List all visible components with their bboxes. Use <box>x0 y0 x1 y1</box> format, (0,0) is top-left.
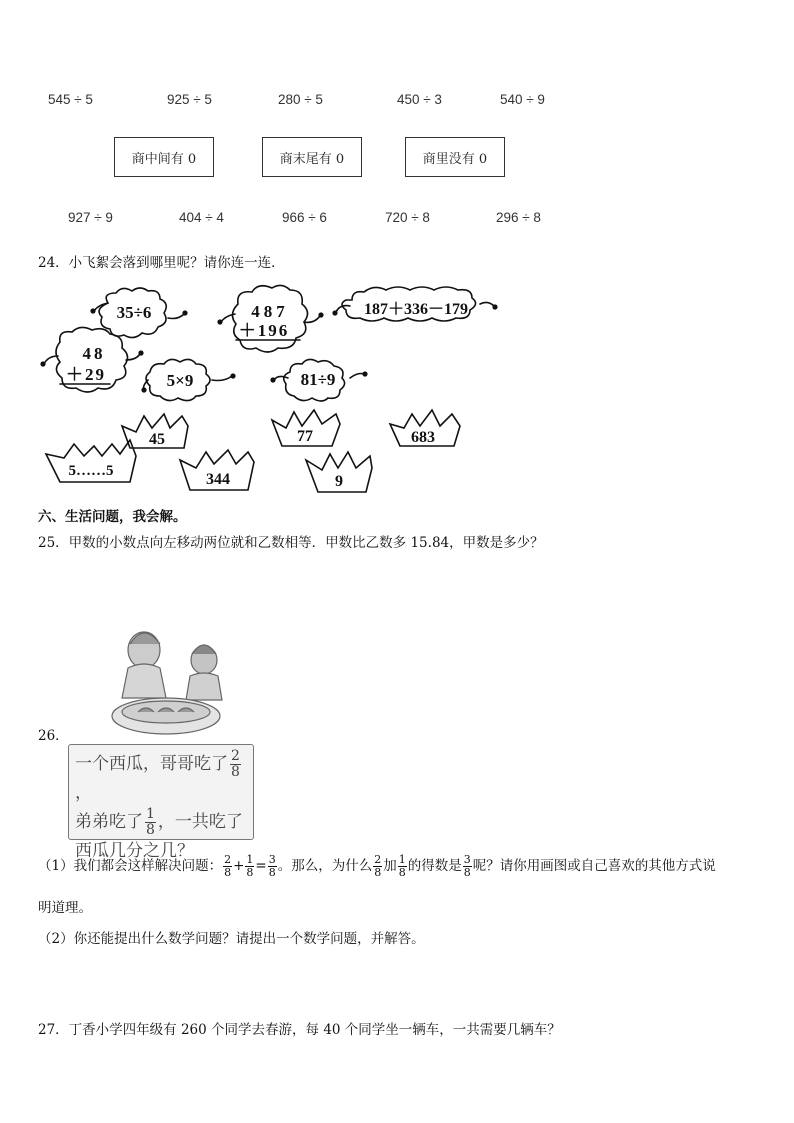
puff-b-top: 487 <box>251 302 289 321</box>
card-line-1-text: 一个西瓜，哥哥吃了 <box>75 754 228 774</box>
category-box-no-zero[interactable]: 商里没有 0 <box>405 137 505 177</box>
kids-watermelon-illustration <box>108 620 228 738</box>
puff-e-tail-right <box>212 376 232 381</box>
grass-label-344: 344 <box>206 471 230 488</box>
q26-part1: （1）我们都会这样解决问题： $\frac{2}{8}$ + $\frac{1}{8}$ = $\frac{3}{8}$ 。那么，为什么 $\frac{2}{8}$ 加 $\frac{1}{8}$ 的得数是 $\frac{3}{8}$ 呢？请你用画图或自己喜欢的其他方式说 <box>38 853 716 879</box>
q26-problem-card <box>68 744 254 861</box>
puff-f-tail-left <box>274 376 288 380</box>
dandelion-illustration <box>0 280 560 500</box>
puff-b-bottom: ＋196 <box>238 321 290 340</box>
card-line-2 <box>75 807 247 838</box>
grass-label-45: 45 <box>149 431 165 448</box>
grass-label-9: 9 <box>335 473 343 490</box>
puff-c-tail-left <box>336 306 350 312</box>
q27-text: 27．丁香小学四年级有 260 个同学去春游，每 40 个同学坐一辆车，一共需要几辆车？ <box>38 1022 561 1038</box>
top-expr-4: 450 ÷ 3 <box>397 92 442 107</box>
puff-f-label: 81÷9 <box>300 370 336 389</box>
puff-d-tail-left <box>44 356 58 364</box>
top-expr-1: 545 ÷ 5 <box>48 92 93 107</box>
card-line-3: 西瓜几分之几？ <box>75 841 194 861</box>
card-line-2-text: 弟弟吃了 <box>75 812 143 832</box>
eq-frac-a: $\frac{2}{8}$ <box>224 853 232 879</box>
q26-part1-line2: 明道理。 <box>38 900 92 916</box>
eq-frac-b: $\frac{1}{8}$ <box>246 853 254 879</box>
card-fraction-1-8: $\frac{1}{8}$ <box>146 806 155 838</box>
card-line-1-end: ， <box>75 783 92 803</box>
puff-f-tail-right <box>350 374 364 379</box>
puff-a-label: 35÷6 <box>116 303 152 322</box>
puff-a-tail-right <box>168 314 184 319</box>
category-box-end-zero[interactable]: 商末尾有 0 <box>262 137 362 177</box>
frac-x: $\frac{2}{8}$ <box>374 853 382 879</box>
q24-title: 24．小飞絮会落到哪里呢？请你连一连． <box>38 255 285 271</box>
category-box-middle-zero[interactable]: 商中间有 0 <box>114 137 214 177</box>
top-expr-5: 540 ÷ 9 <box>500 92 545 107</box>
bottom-expr-2: 404 ÷ 4 <box>179 210 224 225</box>
bottom-expr-4: 720 ÷ 8 <box>385 210 430 225</box>
q26-number: 26． <box>38 728 69 744</box>
bottom-expr-3: 966 ÷ 6 <box>282 210 327 225</box>
top-expr-2: 925 ÷ 5 <box>167 92 212 107</box>
puff-e-label: 5×9 <box>166 371 194 390</box>
puff-d-top: 48 <box>82 344 106 363</box>
top-expr-3: 280 ÷ 5 <box>278 92 323 107</box>
card-fraction-2-8: $\frac{2}{8}$ <box>231 748 240 780</box>
puff-d-bottom: ＋29 <box>66 365 106 384</box>
grass-label-683: 683 <box>411 429 435 446</box>
q25-text: 25．甲数的小数点向左移动两位就和乙数相等．甲数比乙数多 15.84，甲数是多少？ <box>38 535 544 551</box>
card-line-1 <box>75 749 247 807</box>
puff-c-label: 187＋336－179 <box>363 301 469 318</box>
grass-label-77: 77 <box>297 428 313 445</box>
frac-y: $\frac{1}{8}$ <box>398 853 406 879</box>
eq-frac-c: $\frac{3}{8}$ <box>268 853 276 879</box>
bottom-expr-1: 927 ÷ 9 <box>68 210 113 225</box>
grass-label-55: 5……5 <box>68 463 114 479</box>
q26-part2: （2）你还能提出什么数学问题？请提出一个数学问题，并解答。 <box>38 931 425 947</box>
puff-c-tail-right <box>480 302 494 306</box>
frac-z: $\frac{3}{8}$ <box>463 853 471 879</box>
section-6-title: 六、生活问题，我会解。 <box>38 509 187 525</box>
card-line-2-end: ，一共吃了 <box>157 812 243 832</box>
bottom-expr-5: 296 ÷ 8 <box>496 210 541 225</box>
